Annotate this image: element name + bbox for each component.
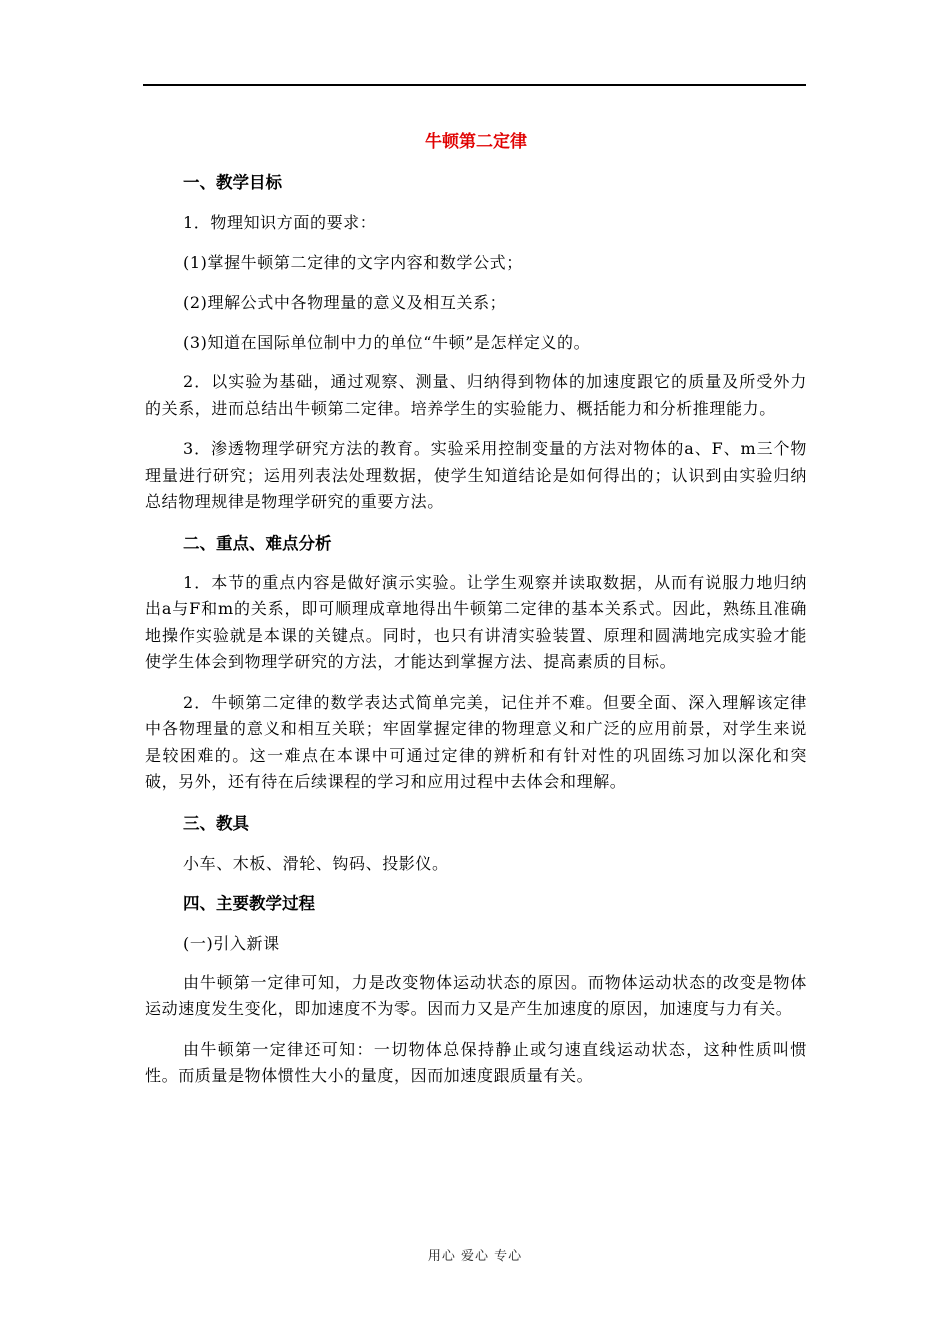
section-heading: 三、教具 <box>183 813 249 833</box>
paragraph: 由牛顿第一定律还可知：一切物体总保持静止或匀速直线运动状态，这种性质叫惯性。而质量是物体惯性大小的量度，因而加速度跟质量有关。 <box>145 1039 807 1085</box>
paragraph: 由牛顿第一定律可知，力是改变物体运动状态的原因。而物体运动状态的改变是物体运动速度发生变化，即加速度不为零。因而力又是产生加速度的原因，加速度与力有关。 <box>145 972 807 1018</box>
section-objectives <box>145 169 807 516</box>
section-heading: 四、主要教学过程 <box>183 893 315 913</box>
paragraph: 1．物理知识方面的要求： <box>183 213 377 232</box>
section-heading: 一、教学目标 <box>183 173 282 192</box>
paragraph: (一)引入新课 <box>183 933 280 953</box>
paragraph: 2．牛顿第二定律的数学表达式简单完美，记住并不难。但要全面、深入理解该定律中各物理量的意义和相互关联；牢固掌握定律的物理意义和广泛的应用前景，对学生来说是较困难的。这一难点在本课中可通过定律的辨析和有针对性的巩固练习加以深化和突破，另外，还有待在后续课程的学习和应用过程中去体会和理解。 <box>145 692 807 791</box>
paragraph: (3)知道在国际单位制中力的单位“牛顿”是怎样定义的。 <box>183 333 591 352</box>
section-heading: 二、重点、难点分析 <box>183 533 332 553</box>
header-rule <box>143 84 806 86</box>
paragraph: (1)掌握牛顿第二定律的文字内容和数学公式； <box>183 253 523 272</box>
paragraph: 2．以实验为基础，通过观察、测量、归纳得到物体的加速度跟它的质量及所受外力的关系，进而总结出牛顿第二定律。培养学生的实验能力、概括能力和分析推理能力。 <box>145 372 807 418</box>
document-body <box>145 128 807 1104</box>
section-teaching-process <box>145 890 807 1090</box>
paragraph: 3．渗透物理学研究方法的教育。实验采用控制变量的方法对物体的a、F、m三个物理量进行研究；运用列表法处理数据，使学生知道结论是如何得出的；认识到由实验归纳总结物理规律是物理学研究的重要方法。 <box>145 439 807 511</box>
paragraph: 小车、木板、滑轮、钩码、投影仪。 <box>183 853 449 873</box>
section-key-points <box>145 530 807 796</box>
page-footer: 用心 爱心 专心 <box>427 1249 523 1264</box>
paragraph: (2)理解公式中各物理量的意义及相互关系； <box>183 293 507 312</box>
document-title: 牛顿第二定律 <box>425 132 527 152</box>
paragraph: 1．本节的重点内容是做好演示实验。让学生观察并读取数据，从而有说服力地归纳出a与F和m的关系，即可顺理成章地得出牛顿第二定律的基本关系式。因此，熟练且准确地操作实验就是本课的关键点。同时，也只有讲清实验装置、原理和圆满地完成实验才能使学生体会到物理学研究的方法，才能达到掌握方法、提高素质的目标。 <box>145 572 807 671</box>
section-teaching-aids <box>145 810 807 878</box>
